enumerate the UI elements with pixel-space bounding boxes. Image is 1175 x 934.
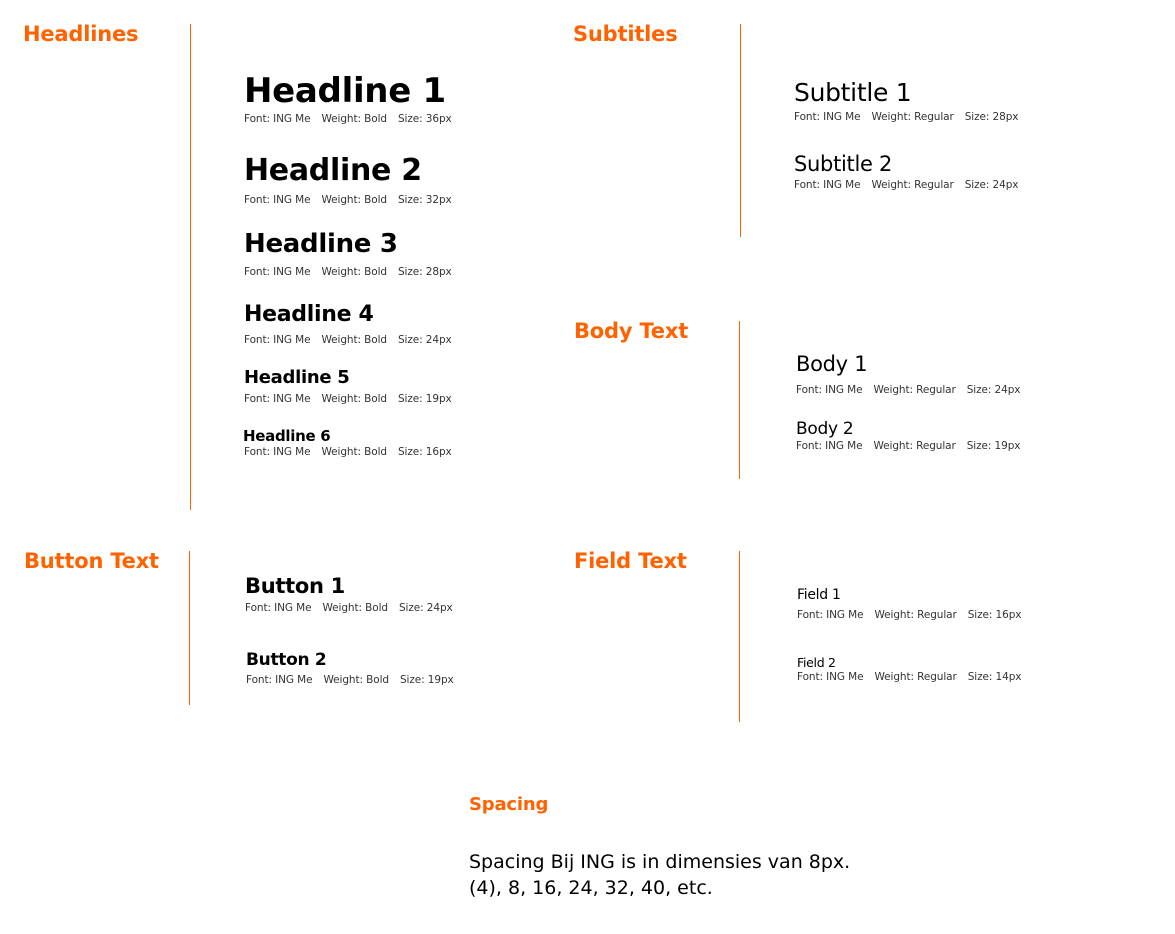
spec-size: Size: 16px <box>397 445 452 458</box>
spec-size: Size: 19px <box>966 439 1021 452</box>
headline-4-sample <box>244 303 452 346</box>
spec-size: Size: 28px <box>964 111 1019 124</box>
body-1-label: Body 1 <box>796 352 868 376</box>
field-2-spec <box>797 671 1021 683</box>
button-text-divider <box>189 551 190 705</box>
headline-3-label: Headline 3 <box>244 229 398 259</box>
subtitle-2-sample <box>794 153 1018 191</box>
body-2-label: Body 2 <box>796 419 854 439</box>
spec-font: Font: ING Me <box>797 671 864 684</box>
button-2-sample <box>246 652 454 686</box>
subtitle-1-spec <box>794 111 1018 123</box>
headline-6-label: Headline 6 <box>243 427 331 445</box>
spec-font: Font: ING Me <box>244 266 311 279</box>
spec-font: Font: ING Me <box>245 602 312 615</box>
spec-weight: Weight: Regular <box>873 439 956 452</box>
field-2-label: Field 2 <box>797 655 836 670</box>
subtitle-1-sample <box>794 80 1018 123</box>
spec-weight: Weight: Bold <box>321 266 387 279</box>
spec-size: Size: 24px <box>398 602 453 615</box>
subtitle-2-label: Subtitle 2 <box>794 152 893 176</box>
spacing-description <box>469 849 850 901</box>
field-1-spec <box>797 609 1021 621</box>
spec-weight: Weight: Regular <box>871 179 954 192</box>
spec-size: Size: 32px <box>397 193 452 206</box>
spec-font: Font: ING Me <box>244 112 311 125</box>
body-text-section-title: Body Text <box>574 319 689 343</box>
spec-size: Size: 14px <box>967 671 1022 684</box>
headline-2-label: Headline 2 <box>244 153 422 188</box>
headline-6-sample <box>243 429 452 458</box>
field-text-section-title: Field Text <box>574 549 687 573</box>
spec-size: Size: 19px <box>399 673 454 686</box>
spec-font: Font: ING Me <box>246 673 313 686</box>
spec-font: Font: ING Me <box>794 111 861 124</box>
spec-font: Font: ING Me <box>244 392 311 405</box>
body-1-sample <box>796 353 1020 396</box>
spec-size: Size: 16px <box>967 608 1022 621</box>
field-text-divider <box>739 551 740 722</box>
spec-font: Font: ING Me <box>797 608 864 621</box>
headline-2-spec <box>244 194 452 206</box>
field-1-sample <box>797 588 1021 621</box>
headline-5-sample <box>244 369 452 405</box>
headline-3-spec <box>244 266 452 278</box>
spacing-line-2: (4), 8, 16, 24, 32, 40, etc. <box>469 877 713 899</box>
button-2-spec <box>246 674 454 686</box>
subtitles-divider <box>740 24 741 237</box>
subtitle-1-label: Subtitle 1 <box>794 78 912 107</box>
button-2-label: Button 2 <box>246 650 327 670</box>
headline-6-spec <box>244 446 452 458</box>
spec-weight: Weight: Bold <box>323 673 389 686</box>
spec-size: Size: 28px <box>397 266 452 279</box>
spec-font: Font: ING Me <box>244 334 311 347</box>
spec-size: Size: 19px <box>397 392 452 405</box>
spec-weight: Weight: Bold <box>322 602 388 615</box>
spec-size: Size: 24px <box>964 179 1019 192</box>
spec-weight: Weight: Regular <box>874 671 957 684</box>
spacing-section-title: Spacing <box>469 794 549 815</box>
headline-4-spec <box>244 334 452 346</box>
button-1-label: Button 1 <box>245 574 345 598</box>
body-2-sample <box>796 421 1020 452</box>
field-1-label: Field 1 <box>797 587 841 603</box>
spec-weight: Weight: Regular <box>874 608 957 621</box>
body-1-spec <box>796 384 1020 396</box>
field-2-sample <box>797 656 1021 683</box>
headline-5-spec <box>244 393 452 405</box>
headline-1-sample <box>244 71 452 125</box>
headline-5-label: Headline 5 <box>244 367 350 388</box>
spec-font: Font: ING Me <box>796 384 863 397</box>
spec-font: Font: ING Me <box>796 439 863 452</box>
spec-weight: Weight: Regular <box>871 111 954 124</box>
button-1-sample <box>245 575 453 614</box>
headline-1-label: Headline 1 <box>244 71 446 111</box>
subtitles-section-title: Subtitles <box>573 22 678 46</box>
button-text-section-title: Button Text <box>24 549 159 573</box>
headlines-divider <box>190 24 191 510</box>
spec-font: Font: ING Me <box>794 179 861 192</box>
body-text-divider <box>739 321 740 479</box>
button-1-spec <box>245 602 453 614</box>
spec-weight: Weight: Bold <box>321 112 387 125</box>
spec-size: Size: 24px <box>397 334 452 347</box>
spec-font: Font: ING Me <box>244 445 311 458</box>
spec-size: Size: 24px <box>966 384 1021 397</box>
spec-weight: Weight: Bold <box>321 334 387 347</box>
headline-2-sample <box>244 155 452 206</box>
headline-4-label: Headline 4 <box>244 302 374 327</box>
headline-3-sample <box>244 231 452 278</box>
body-2-spec <box>796 440 1020 452</box>
spacing-line-1: Spacing Bij ING is in dimensies van 8px. <box>469 851 851 873</box>
spec-weight: Weight: Bold <box>321 392 387 405</box>
spec-weight: Weight: Bold <box>321 445 387 458</box>
subtitle-2-spec <box>794 179 1018 191</box>
spec-size: Size: 36px <box>397 112 452 125</box>
spec-weight: Weight: Bold <box>321 193 387 206</box>
spec-font: Font: ING Me <box>244 193 311 206</box>
spec-weight: Weight: Regular <box>873 384 956 397</box>
headlines-section-title: Headlines <box>23 22 139 46</box>
headline-1-spec <box>244 113 452 125</box>
